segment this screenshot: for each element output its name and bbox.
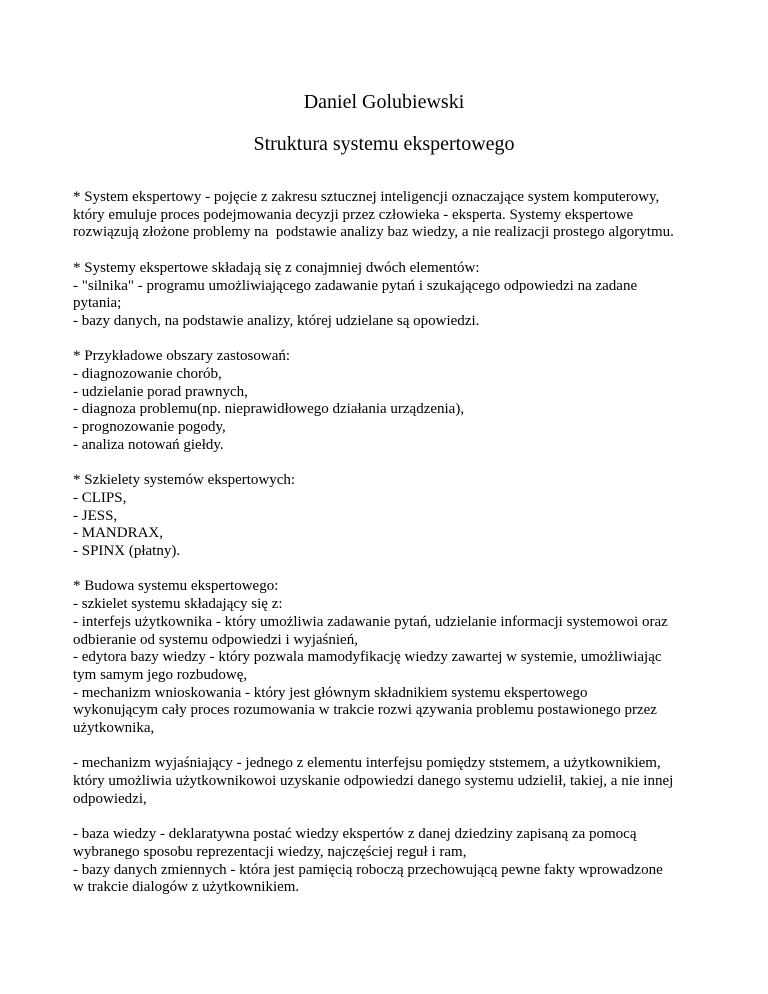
text-line: - bazy danych, na podstawie analizy, której udzielane są opowiedzi. — [73, 312, 480, 329]
section-definition — [73, 189, 713, 242]
text-line: - diagnozowanie chorób, — [73, 366, 222, 382]
document-title: Struktura systemu ekspertowego — [253, 133, 515, 155]
text-line: - analiza notowań giełdy. — [73, 436, 224, 453]
text-line: który umożliwia użytkownikowoi uzyskanie odpowiedzi danego systemu udzielił, takiej, a nie innej — [73, 773, 674, 790]
document-body — [73, 189, 713, 915]
text-line: pytania; — [73, 295, 122, 312]
text-line: tym samym jego rozbudowę, — [73, 666, 248, 683]
section-applications — [73, 348, 713, 454]
text-line: wybranego sposobu reprezentacji wiedzy, najczęściej reguł i ram, — [73, 843, 467, 860]
text-line: - mechanizm wnioskowania - który jest głównym składnikiem systemu ekspertowego — [73, 684, 588, 701]
text-line: - szkielet systemu składający się z: — [73, 596, 283, 613]
text-line: rozwiązują złożone problemy na podstawie analizy baz wiedzy, a nie realizacji prostego algorytmu. — [73, 224, 674, 241]
text-line: odpowiedzi, — [73, 790, 147, 807]
text-line: w trakcie dialogów z użytkownikiem. — [73, 879, 300, 896]
text-line: który emuluje proces podejmowania decyzji przez człowieka - eksperta. Systemy ekspertowe — [73, 206, 634, 223]
text-line: - MANDRAX, — [73, 525, 163, 542]
text-line: wykonującym cały proces rozumowania w trakcie rozwi ązywania problemu postawionego przez — [73, 702, 657, 719]
section-knowledge-base — [73, 826, 713, 897]
text-line: * Szkielety systemów ekspertowych: — [73, 472, 296, 489]
text-line: - edytora bazy wiedzy - który pozwala mamodyfikację wiedzy zawartej w systemie, umożliwiając — [73, 649, 662, 666]
text-line: - "silnika" - programu umożliwiającego zadawanie pytań i szukającego odpowiedzi na zadane — [73, 277, 638, 294]
text-line: - prognozowanie pogody, — [73, 419, 226, 436]
author-name: Daniel Golubiewski — [303, 91, 465, 113]
text-line: - baza wiedzy - deklaratywna postać wiedzy ekspertów z danej dziedziny zapisaną za pomocą — [73, 826, 637, 843]
section-elements — [73, 260, 713, 331]
text-line: * Systemy ekspertowe składają się z conajmniej dwóch elementów: — [73, 259, 480, 276]
text-line: odbieranie od systemu odpowiedzi i wyjaśnień, — [73, 631, 358, 648]
section-explanation — [73, 755, 713, 808]
text-line: * System ekspertowy - pojęcie z zakresu sztucznej inteligencji oznaczające system komputerowy, — [73, 189, 660, 205]
text-line: - diagnoza problemu(np. nieprawidłowego działania urządzenia), — [73, 401, 465, 418]
text-line: - JESS, — [73, 507, 118, 524]
text-line: * Budowa systemu ekspertowego: — [73, 578, 279, 595]
text-line: * Przykładowe obszary zastosowań: — [73, 348, 291, 365]
text-line: - bazy danych zmiennych - która jest pamięcią roboczą przechowującą pewne fakty wprowadzone — [73, 861, 663, 878]
text-line: - CLIPS, — [73, 489, 127, 506]
section-structure — [73, 578, 713, 737]
text-line: - udzielanie porad prawnych, — [73, 383, 248, 400]
text-line: - interfejs użytkownika - który umożliwia zadawanie pytań, udzielanie informacji systemowoi oraz — [73, 613, 668, 630]
section-frameworks — [73, 472, 713, 561]
text-line: - SPINX (płatny). — [73, 543, 181, 560]
text-line: użytkownika, — [73, 720, 155, 737]
text-line: - mechanizm wyjaśniający - jednego z elementu interfejsu pomiędzy ststemem, a użytkownikiem, — [73, 755, 661, 772]
